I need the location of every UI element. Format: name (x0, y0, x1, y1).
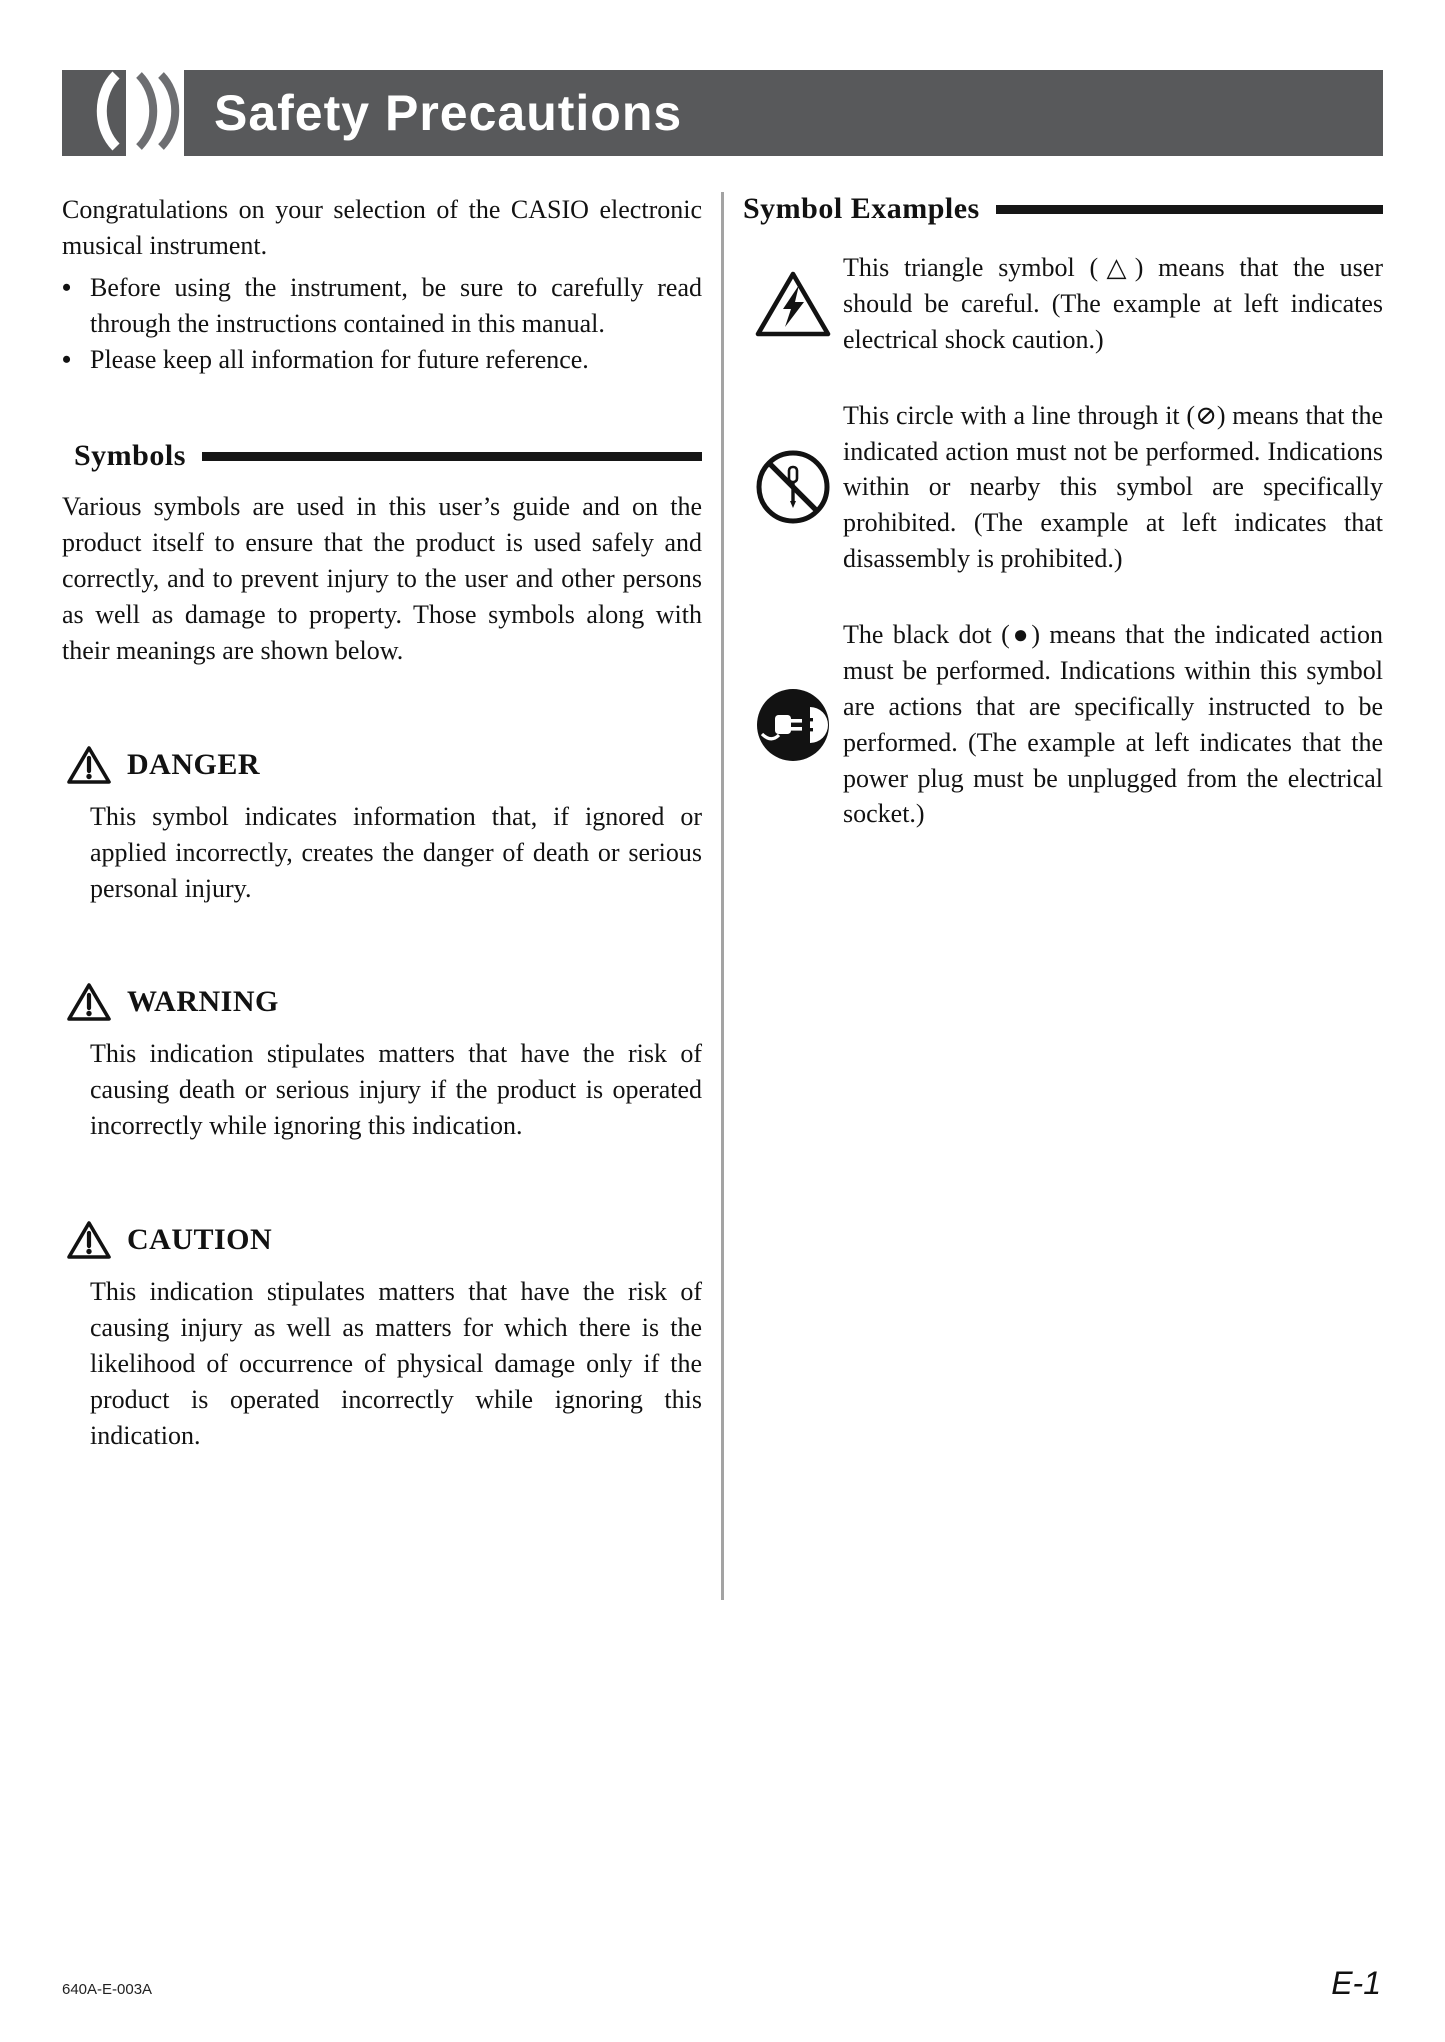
bullet-text: Please keep all information for future reference. (90, 344, 589, 374)
warning-triangle-icon (66, 745, 112, 785)
double-paren-arcs-icon (127, 70, 183, 156)
left-column (62, 192, 702, 1600)
symbols-section-heading (62, 439, 702, 473)
warning-heading (62, 982, 702, 1022)
header-left-block (62, 70, 126, 156)
danger-heading (62, 745, 702, 785)
column-divider (721, 192, 724, 1600)
symbol-example-prohibited (743, 398, 1383, 577)
caution-label: CAUTION (127, 1223, 273, 1256)
heading-rule (996, 205, 1383, 214)
open-paren-arc-icon (86, 70, 126, 156)
intro-bullet-list (62, 270, 702, 378)
electrical-shock-caution-triangle-icon (743, 270, 843, 338)
danger-notice (62, 745, 702, 907)
header-arcs-gap (126, 70, 184, 156)
bullet-item (62, 342, 702, 378)
header-title-bar (184, 70, 1383, 156)
warning-notice (62, 982, 702, 1144)
page-header (62, 70, 1383, 156)
symbols-heading-text: Symbols (74, 439, 186, 473)
symbol-examples-heading-text: Symbol Examples (743, 192, 980, 225)
caution-body: This indication stipulates matters that have the risk of causing injury as well as matters for which there is the likelihood of occurrence of physical damage only if the product is operated incorrectly while ignoring this indication. (90, 1277, 702, 1450)
danger-label: DANGER (127, 747, 261, 781)
warning-label: WARNING (127, 985, 279, 1019)
disassembly-prohibited-circle-icon (743, 447, 843, 527)
symbols-paragraph: Various symbols are used in this user’s guide and on the product itself to ensure that the product is used safely and correctly, and to prevent injury to the user and other persons as well as damage to property. Those symbols along with their meanings are shown below. (62, 492, 702, 665)
bullet-text: Before using the instrument, be sure to carefully read through the instructions contained in this manual. (90, 272, 702, 338)
page-number: E-1 (1331, 1965, 1381, 2001)
symbol-example-black-dot (743, 617, 1383, 832)
caution-notice (62, 1220, 702, 1453)
bullet-item (62, 270, 702, 342)
warning-body: This indication stipulates matters that have the risk of causing death or serious injury if the product is operated incorrectly while ignoring this indication. (90, 1039, 702, 1141)
caution-heading (62, 1220, 702, 1260)
heading-rule (202, 452, 702, 461)
warning-triangle-icon (66, 982, 112, 1022)
intro-paragraph: Congratulations on your selection of the CASIO electronic musical instrument. (62, 195, 702, 260)
bullet-marker (62, 270, 90, 342)
symbol-example-triangle (743, 250, 1383, 358)
warning-triangle-icon (66, 1220, 112, 1260)
bullet-marker (62, 342, 90, 378)
unplug-power-plug-black-dot-icon (743, 685, 843, 765)
document-code: 640A-E-003A (62, 1981, 153, 1998)
page-title: Safety Precautions (214, 85, 683, 141)
symbol-example-text: This circle with a line through it (⊘) means that the indicated action must not be performed. Indications within or nearby this symbol are specifically prohibited. (The example at left indicates that disassembly is prohibited.) (843, 400, 1383, 574)
right-column (743, 192, 1383, 1600)
symbol-examples-heading (743, 192, 1383, 226)
symbol-example-text: This triangle symbol (△) means that the user should be careful. (The example at left indicates electrical shock caution.) (843, 253, 1383, 354)
symbol-example-text: The black dot (●) means that the indicated action must be performed. Indications within this symbol are actions that are specifically instructed to be performed. (The example at left indicates that the power plug must be unplugged from the electrical socket.) (843, 620, 1383, 829)
danger-body: This symbol indicates information that, if ignored or applied incorrectly, creates the danger of death or serious personal injury. (90, 801, 702, 903)
page-columns (62, 192, 1383, 1600)
